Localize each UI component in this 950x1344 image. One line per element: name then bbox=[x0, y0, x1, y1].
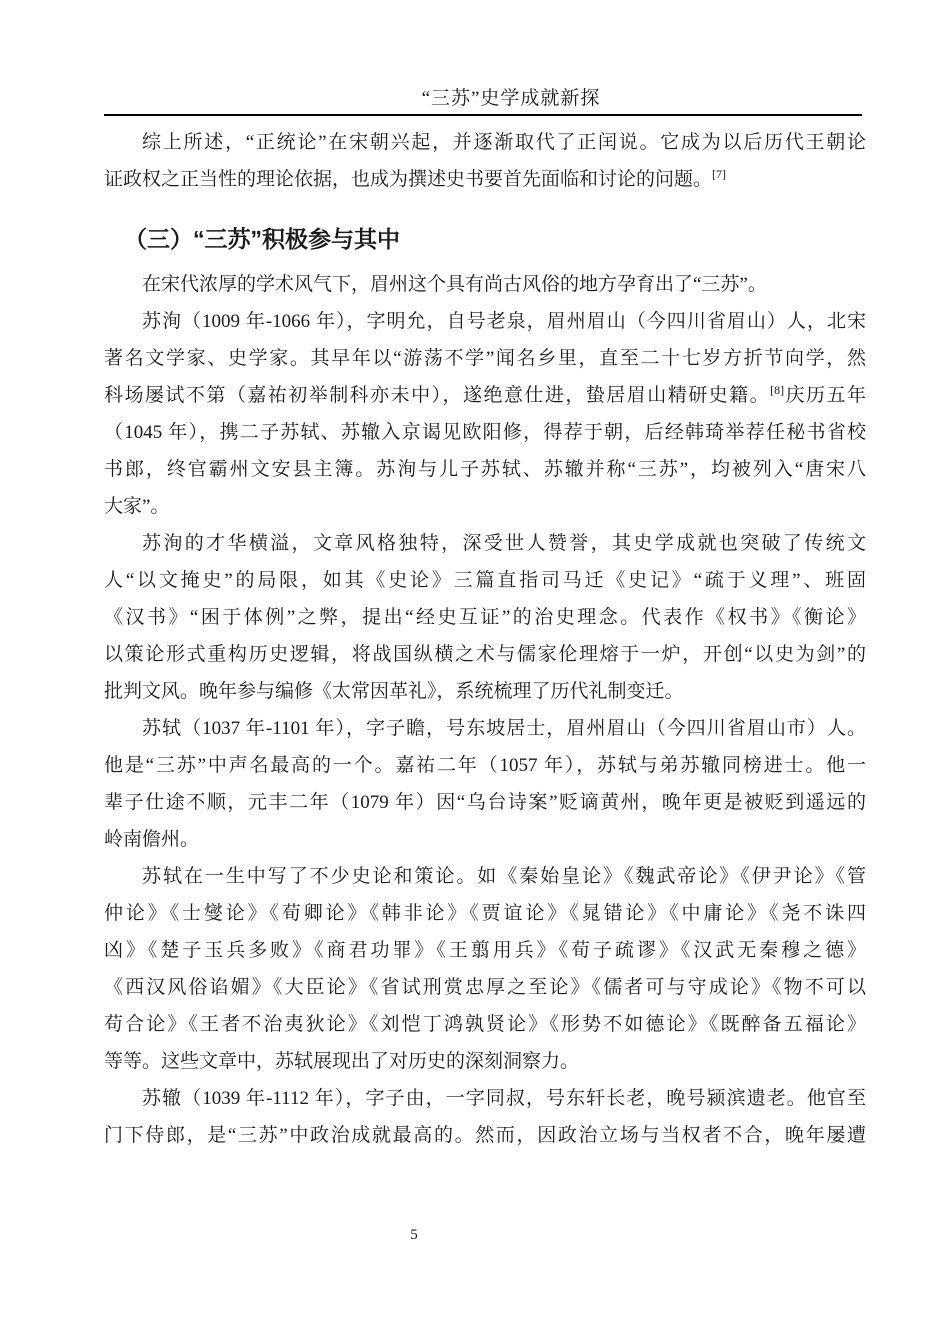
text-line bbox=[104, 1043, 866, 1080]
paragraph bbox=[104, 710, 866, 858]
text-line bbox=[104, 636, 866, 673]
footnote-ref: [7] bbox=[712, 167, 727, 181]
text-line bbox=[104, 488, 866, 525]
text-line bbox=[104, 599, 866, 636]
text-line bbox=[104, 1080, 866, 1117]
text-line bbox=[104, 303, 866, 340]
text-run: 辈子仕途不顺，元丰二年（1079 年）因“乌台诗案”贬谪黄州，晚年更是被贬到遥远的 bbox=[104, 792, 866, 813]
header-rule bbox=[104, 114, 862, 116]
text-run: 等等。这些文章中，苏轼展现出了对历史的深刻洞察力。 bbox=[104, 1051, 580, 1072]
footnote-ref: [8] bbox=[770, 383, 785, 397]
text-run: 证政权之正当性的理论依据，也成为撰述史书要首先面临和讨论的问题。 bbox=[104, 169, 713, 190]
text-run: （三）“三苏”积极参与其中 bbox=[124, 226, 400, 252]
text-run: 苏洵（1009 年-1066 年），字明允，自号老泉，眉州眉山（今四川省眉山）人，北宋 bbox=[142, 311, 866, 332]
text-run: 著名文学家、史学家。其早年以“游荡不学”闻名乡里，直至二十七岁方折节向学，然 bbox=[104, 348, 866, 369]
text-run: 苏轼（1037 年-1101 年），字子瞻，号东坡居士，眉州眉山（今四川省眉山市）人。 bbox=[142, 718, 866, 739]
text-line bbox=[104, 562, 866, 599]
paragraph bbox=[104, 303, 866, 525]
text-line bbox=[104, 340, 866, 377]
text-run: 以策论形式重构历史逻辑，将战国纵横之术与儒家伦理熔于一炉，开创“以史为剑”的 bbox=[104, 644, 866, 665]
text-line bbox=[104, 451, 866, 488]
text-run: 批判文风。晚年参与编修《太常因革礼》，系统梳理了历代礼制变迁。 bbox=[104, 681, 684, 702]
paragraph bbox=[104, 266, 866, 303]
text-run: 苏洵的才华横溢，文章风格独特，深受世人赞誉，其史学成就也突破了传统文 bbox=[142, 533, 866, 554]
text-run: 大家”。 bbox=[104, 496, 170, 517]
text-line bbox=[104, 124, 866, 161]
text-run: 综上所述，“正统论”在宋朝兴起，并逐渐取代了正闰说。它成为以后历代王朝论 bbox=[142, 132, 866, 153]
text-line bbox=[104, 932, 866, 969]
text-run: 科场屡试不第（嘉祐初举制科亦未中），遂绝意仕进，蛰居眉山精研史籍。 bbox=[104, 385, 771, 406]
text-run: 书郎，终官霸州文安县主簿。苏洵与儿子苏轼、苏辙并称“三苏”，均被列入“唐宋八 bbox=[104, 459, 866, 480]
text-line bbox=[104, 673, 866, 710]
text-run: 人“以文掩史”的局限，如其《史论》三篇直指司马迁《史记》“疏于义理”、班固 bbox=[104, 570, 866, 591]
section-heading bbox=[104, 219, 866, 259]
page-header bbox=[104, 0, 862, 116]
text-line bbox=[104, 1006, 866, 1043]
text-run: 苏轼在一生中写了不少史论和策论。如《秦始皇论》《魏武帝论》《伊尹论》《管 bbox=[142, 866, 866, 887]
document-body bbox=[104, 124, 866, 1154]
page-number: 5 bbox=[410, 1227, 418, 1243]
text-run: 《汉书》“困于体例”之弊，提出“经史互证”的治史理念。代表作《权书》《衡论》 bbox=[104, 607, 866, 628]
text-run: 岭南儋州。 bbox=[104, 829, 200, 850]
paragraph bbox=[104, 858, 866, 1080]
text-line bbox=[104, 266, 866, 303]
text-line bbox=[104, 858, 866, 895]
text-run: 庆历五年 bbox=[784, 385, 866, 406]
running-head-title: “三苏”史学成就新探 bbox=[421, 88, 601, 109]
text-run: 他是“三苏”中声名最高的一个。嘉祐二年（1057 年），苏轼与弟苏辙同榜进士。他一 bbox=[104, 755, 866, 776]
text-line bbox=[104, 821, 866, 858]
text-line bbox=[104, 895, 866, 932]
text-run: 苏辙（1039 年-1112 年），字子由，一字同叔，号东轩长老，晚号颍滨遗老。他官至 bbox=[142, 1088, 866, 1109]
text-line bbox=[104, 377, 866, 414]
text-run: 苟合论》《王者不治夷狄论》《刘恺丁鸿孰贤论》《形势不如德论》《既醉备五福论》 bbox=[104, 1014, 866, 1035]
text-line bbox=[104, 969, 866, 1006]
text-line bbox=[104, 525, 866, 562]
text-line bbox=[104, 219, 866, 259]
paragraph bbox=[104, 124, 866, 198]
text-line bbox=[104, 1117, 866, 1154]
text-run: 仲论》《士燮论》《荀卿论》《韩非论》《贾谊论》《晁错论》《中庸论》《尧不诛四 bbox=[104, 903, 866, 924]
text-line bbox=[104, 784, 866, 821]
text-line bbox=[104, 414, 866, 451]
text-run: 凶》《楚子玉兵多败》《商君功罪》《王翦用兵》《荀子疏谬》《汉武无秦穆之德》 bbox=[104, 940, 866, 961]
text-run: 《西汉风俗谄媚》《大臣论》《省试刑赏忠厚之至论》《儒者可与守成论》《物不可以 bbox=[104, 977, 866, 998]
text-line bbox=[104, 747, 866, 784]
text-run: （1045 年），携二子苏轼、苏辙入京谒见欧阳修，得荐于朝，后经韩琦举荐任秘书省校 bbox=[104, 422, 866, 443]
text-run: 门下侍郎，是“三苏”中政治成就最高的。然而，因政治立场与当权者不合，晚年屡遭 bbox=[104, 1125, 866, 1146]
text-run: 在宋代浓厚的学术风气下，眉州这个具有尚古风俗的地方孕育出了“三苏”。 bbox=[142, 274, 767, 295]
text-line bbox=[104, 161, 866, 198]
paragraph bbox=[104, 1080, 866, 1154]
text-line bbox=[104, 710, 866, 747]
paragraph bbox=[104, 525, 866, 710]
